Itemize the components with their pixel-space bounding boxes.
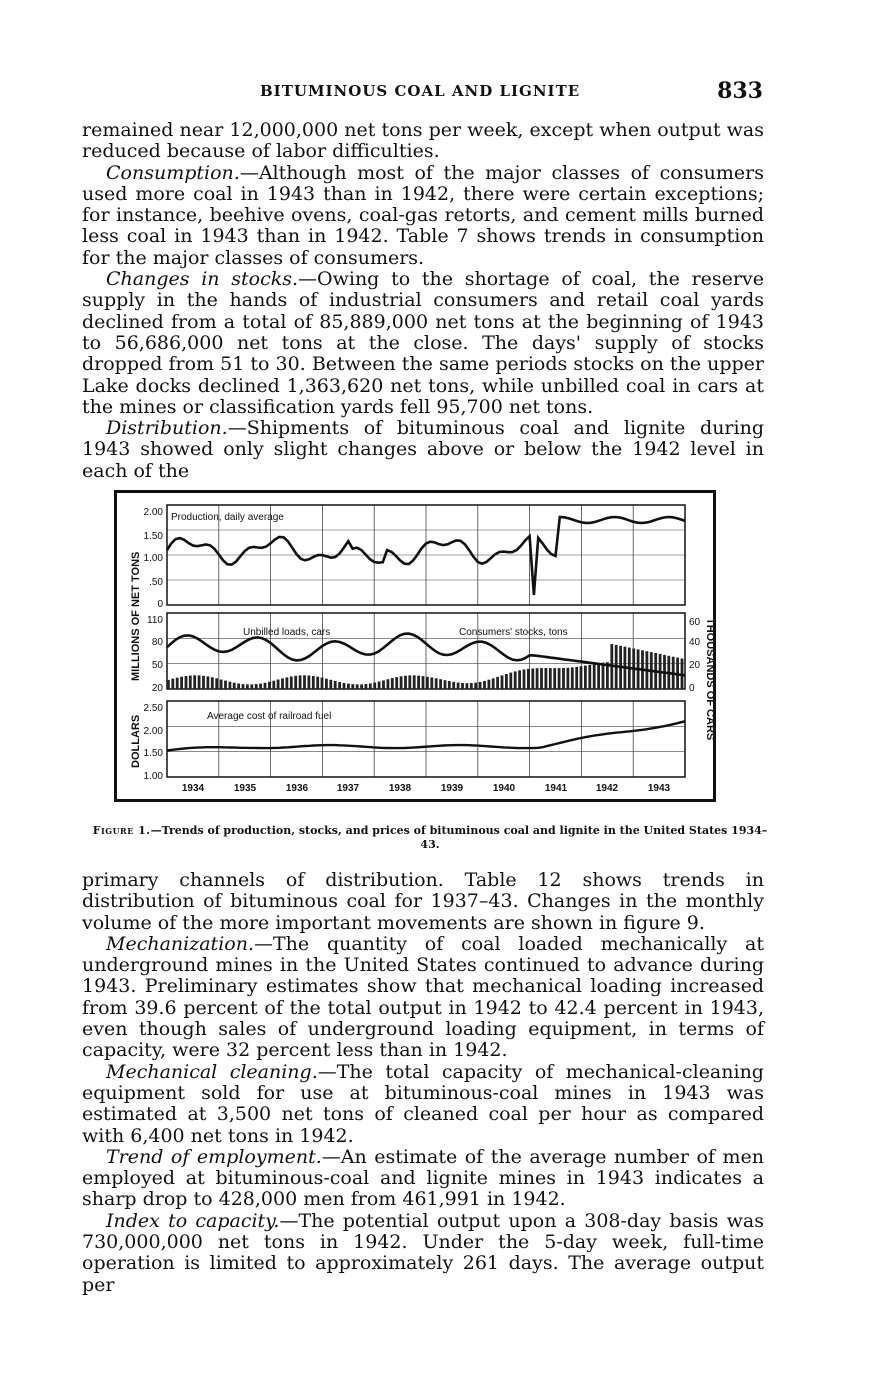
ylabel-right: THOUSANDS OF CARS bbox=[704, 618, 716, 741]
stock-bar bbox=[505, 674, 508, 689]
tick-label-right: 60 bbox=[689, 617, 701, 628]
stock-bar bbox=[233, 683, 236, 689]
stock-bar bbox=[593, 664, 596, 689]
stock-bar bbox=[303, 675, 306, 689]
panel-label-stocks: Consumers' stocks, tons bbox=[459, 627, 568, 638]
stock-bar bbox=[334, 681, 337, 689]
stock-bar bbox=[540, 668, 543, 689]
stock-bar bbox=[483, 681, 486, 689]
stock-bar bbox=[207, 676, 210, 689]
year-label: 1936 bbox=[285, 783, 309, 794]
tick-label: 0 bbox=[157, 599, 163, 610]
run-in-heading: Distribution. bbox=[106, 417, 228, 440]
figure-caption bbox=[90, 824, 770, 852]
stock-bar bbox=[466, 683, 469, 689]
stock-bar bbox=[198, 675, 201, 689]
tick-label: 2.50 bbox=[143, 703, 163, 714]
stock-bar bbox=[426, 677, 429, 689]
stock-bar bbox=[193, 675, 196, 689]
stock-bar bbox=[294, 676, 297, 689]
stock-bar bbox=[597, 663, 600, 689]
paragraph-continuation: remained near 12,000,000 net tons per week, except when output was reduced because of labor difficulties. bbox=[82, 119, 764, 163]
run-in-heading: Mechanical cleaning. bbox=[106, 1060, 318, 1083]
stock-bar bbox=[562, 668, 565, 689]
stock-bar bbox=[387, 679, 390, 689]
year-label: 1940 bbox=[492, 783, 516, 794]
stock-bar bbox=[312, 676, 315, 689]
panel-label-unbilled: Unbilled loads, cars bbox=[243, 627, 331, 638]
tick-label: 1.00 bbox=[143, 553, 163, 564]
caption-label: Figure 1. bbox=[92, 824, 151, 837]
stock-bar bbox=[356, 684, 359, 689]
stock-bar bbox=[461, 683, 464, 689]
stock-bar bbox=[400, 676, 403, 689]
stock-bar bbox=[242, 684, 245, 689]
stock-bar bbox=[501, 675, 504, 689]
stock-bar bbox=[167, 680, 170, 689]
stock-bar bbox=[452, 682, 455, 689]
figure-chart bbox=[117, 493, 716, 799]
stock-bar bbox=[329, 680, 332, 689]
paragraph-changes-in-stocks bbox=[82, 269, 764, 418]
stock-bar bbox=[588, 665, 591, 689]
stock-bar bbox=[321, 678, 324, 689]
figure-1 bbox=[114, 490, 716, 802]
tick-label: 1.50 bbox=[143, 748, 163, 759]
year-label: 1937 bbox=[336, 783, 360, 794]
paragraph-index-to-capacity bbox=[82, 1211, 764, 1296]
stock-bar bbox=[316, 677, 319, 689]
stock-bar bbox=[264, 683, 267, 689]
body-text-top bbox=[82, 120, 764, 482]
stock-bar bbox=[286, 677, 289, 689]
stock-bar bbox=[391, 678, 394, 689]
stock-bar bbox=[325, 679, 328, 689]
stock-bar bbox=[584, 666, 587, 689]
paragraph-consumption bbox=[82, 163, 764, 269]
stock-bar bbox=[185, 676, 188, 689]
page-number: 833 bbox=[717, 78, 763, 104]
ylabel-left-top: MILLIONS OF NET TONS bbox=[130, 551, 142, 681]
tick-label: 110 bbox=[147, 615, 163, 626]
stock-bar bbox=[492, 678, 495, 689]
paragraph-body: —An estimate of the average number of men employed at bituminous-coal and lignite mines in 1943 indicates a sharp drop to 428,000 men from 461,991 in 1942. bbox=[82, 1145, 765, 1211]
year-label: 1939 bbox=[440, 783, 464, 794]
stock-bar bbox=[215, 678, 218, 689]
run-in-heading: Changes in stocks. bbox=[106, 268, 299, 291]
stock-bar bbox=[259, 684, 262, 689]
stock-bar bbox=[202, 676, 205, 689]
stock-bar bbox=[509, 673, 512, 689]
stock-bar bbox=[474, 683, 477, 689]
stock-bar bbox=[224, 681, 227, 689]
paragraph-body: —The quantity of coal loaded mechanically at underground mines in the United States continued to advance during 1943. Preliminary estimates show that mechanical loading increased from 39.6 percent of the total output in 1942 to 42.4 percent in 1943, even though sales of underground loading equipment, in terms of capacity, were 32 percent less than in 1942. bbox=[82, 932, 764, 1062]
stock-bar bbox=[602, 663, 605, 689]
stock-bar bbox=[395, 677, 398, 689]
stock-bar bbox=[470, 683, 473, 689]
tick-label: 50 bbox=[151, 660, 163, 671]
tick-label: 2.00 bbox=[143, 726, 163, 737]
year-label: 1942 bbox=[595, 783, 619, 794]
tick-label: .50 bbox=[149, 577, 163, 588]
stock-bar bbox=[488, 680, 491, 689]
stock-bar bbox=[347, 684, 350, 689]
panel-label-production: Production, daily average bbox=[171, 512, 284, 523]
caption-text: —Trends of production, stocks, and prices of bituminous coal and lignite in the United States 1934–43. bbox=[150, 824, 768, 851]
tick-label-right: 0 bbox=[689, 683, 695, 694]
stock-bar bbox=[272, 681, 275, 689]
stock-bar bbox=[575, 667, 578, 689]
paragraph-body: —The total capacity of mechanical-cleaning equipment sold for use at bituminous-coal mines in 1943 was estimated at 3,500 net tons of cleaned coal per hour as compared with 6,400 net tons in 1942. bbox=[82, 1060, 764, 1147]
tick-label-right: 40 bbox=[689, 637, 701, 648]
run-in-heading: Trend of employment. bbox=[106, 1145, 322, 1168]
stock-bar bbox=[558, 668, 561, 689]
stock-bar bbox=[373, 683, 376, 690]
year-label: 1943 bbox=[647, 783, 671, 794]
stock-bar bbox=[518, 670, 521, 689]
stock-bar bbox=[268, 682, 271, 689]
stock-bar bbox=[237, 684, 240, 690]
paragraph-distribution bbox=[82, 418, 764, 482]
stock-bar bbox=[531, 669, 534, 690]
stock-bar bbox=[580, 666, 583, 689]
stock-bar bbox=[351, 684, 354, 689]
stock-bar bbox=[180, 677, 183, 689]
stock-bar bbox=[246, 684, 249, 689]
stock-bar bbox=[444, 680, 447, 689]
paragraph-body: —Shipments of bituminous coal and lignite during 1943 showed only slight changes above or below the 1942 level in each of the bbox=[82, 417, 764, 482]
stock-bar bbox=[408, 675, 411, 689]
stock-bar bbox=[229, 682, 232, 689]
paragraph-body: —Although most of the major classes of consumers used more coal in 1943 than in 1942, there were certain exceptions; for instance, beehive ovens, coal-gas retorts, and cement mills burned less coal in 1943 than in 1942. Table 7 shows trends in consumption for the major classes of consumers. bbox=[82, 161, 764, 269]
year-label: 1941 bbox=[544, 783, 568, 794]
paragraph-mechanical-cleaning bbox=[82, 1062, 764, 1147]
paragraph-body: —The potential output upon a 308-day basis was 730,000,000 net tons in 1942. Under the 5-day week, full-time operation is limited to approximately 261 days. The average output per bbox=[82, 1209, 764, 1296]
tick-label: 20 bbox=[151, 683, 163, 694]
tick-label: 2.00 bbox=[143, 507, 163, 518]
stock-bar bbox=[378, 682, 381, 690]
stock-bar bbox=[343, 683, 346, 689]
paragraph-body: —Owing to the shortage of coal, the reserve supply in the hands of industrial consumers and retail coal yards declined from a total of 85,889,000 net tons at the beginning of 1943 to 56,686,000 net tons at the close. The days' supply of stocks dropped from 51 to 30. Between the same periods stocks on the upper Lake docks declined 1,363,620 net tons, while unbilled coal in cars at the mines or classification yards fell 95,700 net tons. bbox=[82, 268, 764, 418]
stock-bar bbox=[189, 676, 192, 690]
stock-bar bbox=[430, 678, 433, 690]
tick-label: 80 bbox=[151, 637, 163, 648]
stock-bar bbox=[545, 668, 548, 689]
stock-bar bbox=[281, 678, 284, 689]
stock-bar bbox=[369, 683, 372, 689]
stock-bar bbox=[448, 681, 451, 689]
tick-label: 1.50 bbox=[143, 531, 163, 542]
stock-bar bbox=[435, 678, 438, 689]
stock-bar bbox=[255, 684, 258, 689]
run-in-heading: Consumption. bbox=[106, 161, 240, 184]
stock-bar bbox=[549, 668, 552, 689]
stock-bar bbox=[365, 684, 368, 689]
stock-bar bbox=[479, 682, 482, 689]
stock-bar bbox=[567, 668, 570, 689]
stock-bar bbox=[308, 676, 311, 690]
paragraph-employment bbox=[82, 1147, 764, 1211]
stock-bar bbox=[523, 670, 526, 690]
tick-label-right: 20 bbox=[689, 660, 701, 671]
stock-bar bbox=[211, 677, 214, 689]
stock-bar bbox=[527, 669, 530, 689]
stock-bar bbox=[176, 678, 179, 689]
stock-bar bbox=[536, 668, 539, 689]
stock-bar bbox=[439, 679, 442, 689]
page-header bbox=[80, 78, 763, 106]
stock-bar bbox=[571, 667, 574, 689]
stock-bar bbox=[277, 680, 280, 690]
paragraph-continuation: primary channels of distribution. Table 12 shows trends in distribution of bituminous coal for 1937–43. Changes in the monthly volume of the more important movements are shown in figure 9. bbox=[82, 869, 764, 934]
stock-bar bbox=[514, 671, 517, 689]
stock-bar bbox=[457, 683, 460, 689]
stock-bar bbox=[299, 675, 302, 689]
stock-bar bbox=[496, 677, 499, 689]
run-in-heading: Index to capacity. bbox=[106, 1209, 280, 1232]
year-label: 1934 bbox=[181, 783, 205, 794]
stock-bar bbox=[417, 676, 420, 689]
stock-bar bbox=[382, 680, 385, 689]
running-title: BITUMINOUS COAL AND LIGNITE bbox=[260, 82, 581, 100]
stock-bar bbox=[404, 676, 407, 689]
stock-bar bbox=[413, 675, 416, 689]
stock-bars bbox=[167, 644, 683, 689]
panel-label-fuel-cost: Average cost of railroad fuel bbox=[207, 711, 332, 722]
stock-bar bbox=[422, 676, 425, 689]
stock-bar bbox=[360, 684, 363, 689]
stock-bar bbox=[290, 677, 293, 690]
stock-bar bbox=[250, 684, 253, 689]
stock-bar bbox=[220, 680, 223, 690]
stock-bar bbox=[553, 668, 556, 689]
ylabel-left-bottom: DOLLARS bbox=[130, 714, 142, 768]
stock-bar bbox=[171, 679, 174, 689]
year-label: 1938 bbox=[388, 783, 412, 794]
tick-label: 1.00 bbox=[143, 771, 163, 782]
year-label: 1935 bbox=[233, 783, 257, 794]
run-in-heading: Mechanization. bbox=[106, 932, 254, 955]
paragraph-mechanization bbox=[82, 934, 764, 1062]
stock-bar bbox=[338, 682, 341, 689]
body-text-bottom bbox=[82, 870, 764, 1296]
